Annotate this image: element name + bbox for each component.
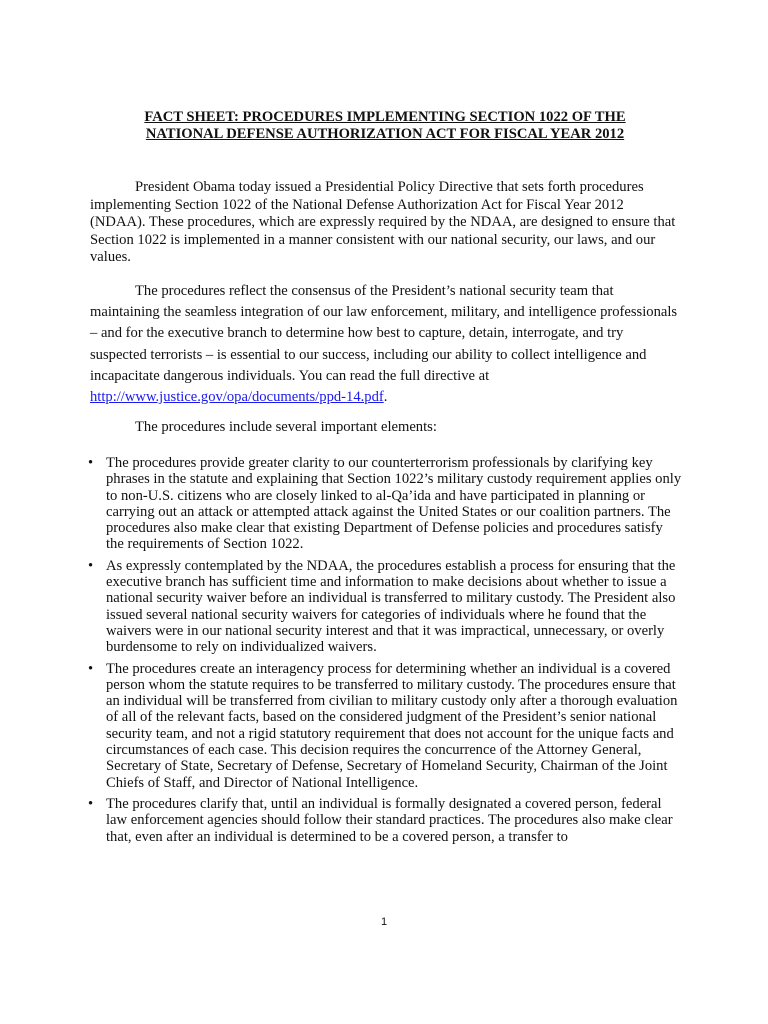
list-item-text: The procedures create an interagency process for determining whether an individual is a covered person whom the statute requires to be transferred to military custody. The procedures ensure that an individual will be transferred from civilian to military custody only after a thorough evaluation of all of the relevant facts, based on the considered judgment of the President’s senior national security team, and not a rigid statutory requirement that does not account for the unique facts and circumstances of each case. This decision requires the concurrence of the Attorney General, Secretary of State, Secretary of Defense, Secretary of Homeland Security, Chairman of the Joint Chiefs of Staff, and Director of National Intelligence.	[106, 660, 678, 791]
document-title	[90, 109, 680, 143]
title-line-1: FACT SHEET: PROCEDURES IMPLEMENTING SECTION 1022 OF THE	[144, 109, 626, 125]
consensus-paragraph	[90, 281, 682, 408]
bullet-icon: •	[88, 660, 94, 677]
bullet-icon: •	[88, 557, 94, 574]
directive-link[interactable]: http://www.justice.gov/opa/documents/ppd-14.pdf	[90, 389, 384, 406]
list-item-text: As expressly contemplated by the NDAA, the procedures establish a process for ensuring that the executive branch has sufficient time and information to make decisions about whether to issue a national security waiver before an individual is transferred to military custody. The President also issued several national security waivers for categories of individuals where he found that the waivers were in our national security interest and that it was impractical, unnecessary, or overly burdensome to rely on individualized waivers.	[106, 557, 676, 656]
list-item	[90, 796, 682, 845]
consensus-paragraph-end: .	[383, 389, 388, 406]
list-item	[90, 558, 682, 656]
bullet-icon: •	[88, 795, 94, 812]
bullet-icon: •	[88, 455, 94, 471]
list-item	[90, 661, 682, 791]
consensus-paragraph-text: The procedures reflect the consensus of the President’s national security team that maintaining the seamless integration of our law enforcement, military, and intelligence professionals – and for the executive branch to determine how best to capture, detain, interrogate, and try suspected terrorists – is essential to our success, including our ability to collect intelligence and incapacitate dangerous individuals. You can read the full directive at	[90, 283, 678, 384]
title-line-2: NATIONAL DEFENSE AUTHORIZATION ACT FOR FISCAL YEAR 2012	[145, 126, 625, 142]
list-item-text: The procedures provide greater clarity to our counterterrorism professionals by clarifying key phrases in the statute and explaining that Section 1022’s military custody requirement applies only to non-U.S. citizens who are closely linked to al-Qa’ida and have participated in planning or carrying out an attack or attempted attack against the United States or our coalition partners. The procedures also make clear that existing Department of Defense policies and procedures satisfy the requirements of Section 1022.	[106, 455, 682, 553]
elements-intro-paragraph: The procedures include several important elements:	[135, 419, 437, 435]
page-number: 1	[380, 916, 388, 928]
list-item-text: The procedures clarify that, until an individual is formally designated a covered person, federal law enforcement agencies should follow their standard practices. The procedures also make clear that, even after an individual is determined to be a covered person, a transfer to	[106, 795, 673, 845]
intro-paragraph: President Obama today issued a Presidential Policy Directive that sets forth procedures implementing Section 1022 of the National Defense Authorization Act for Fiscal Year 2012 (NDAA). These procedures, which are expressly required by the NDAA, are designed to ensure that Section 1022 is implemented in a manner consistent with our national security, our laws, and our values.	[90, 179, 676, 266]
list-item	[90, 455, 682, 553]
elements-list	[90, 455, 682, 850]
